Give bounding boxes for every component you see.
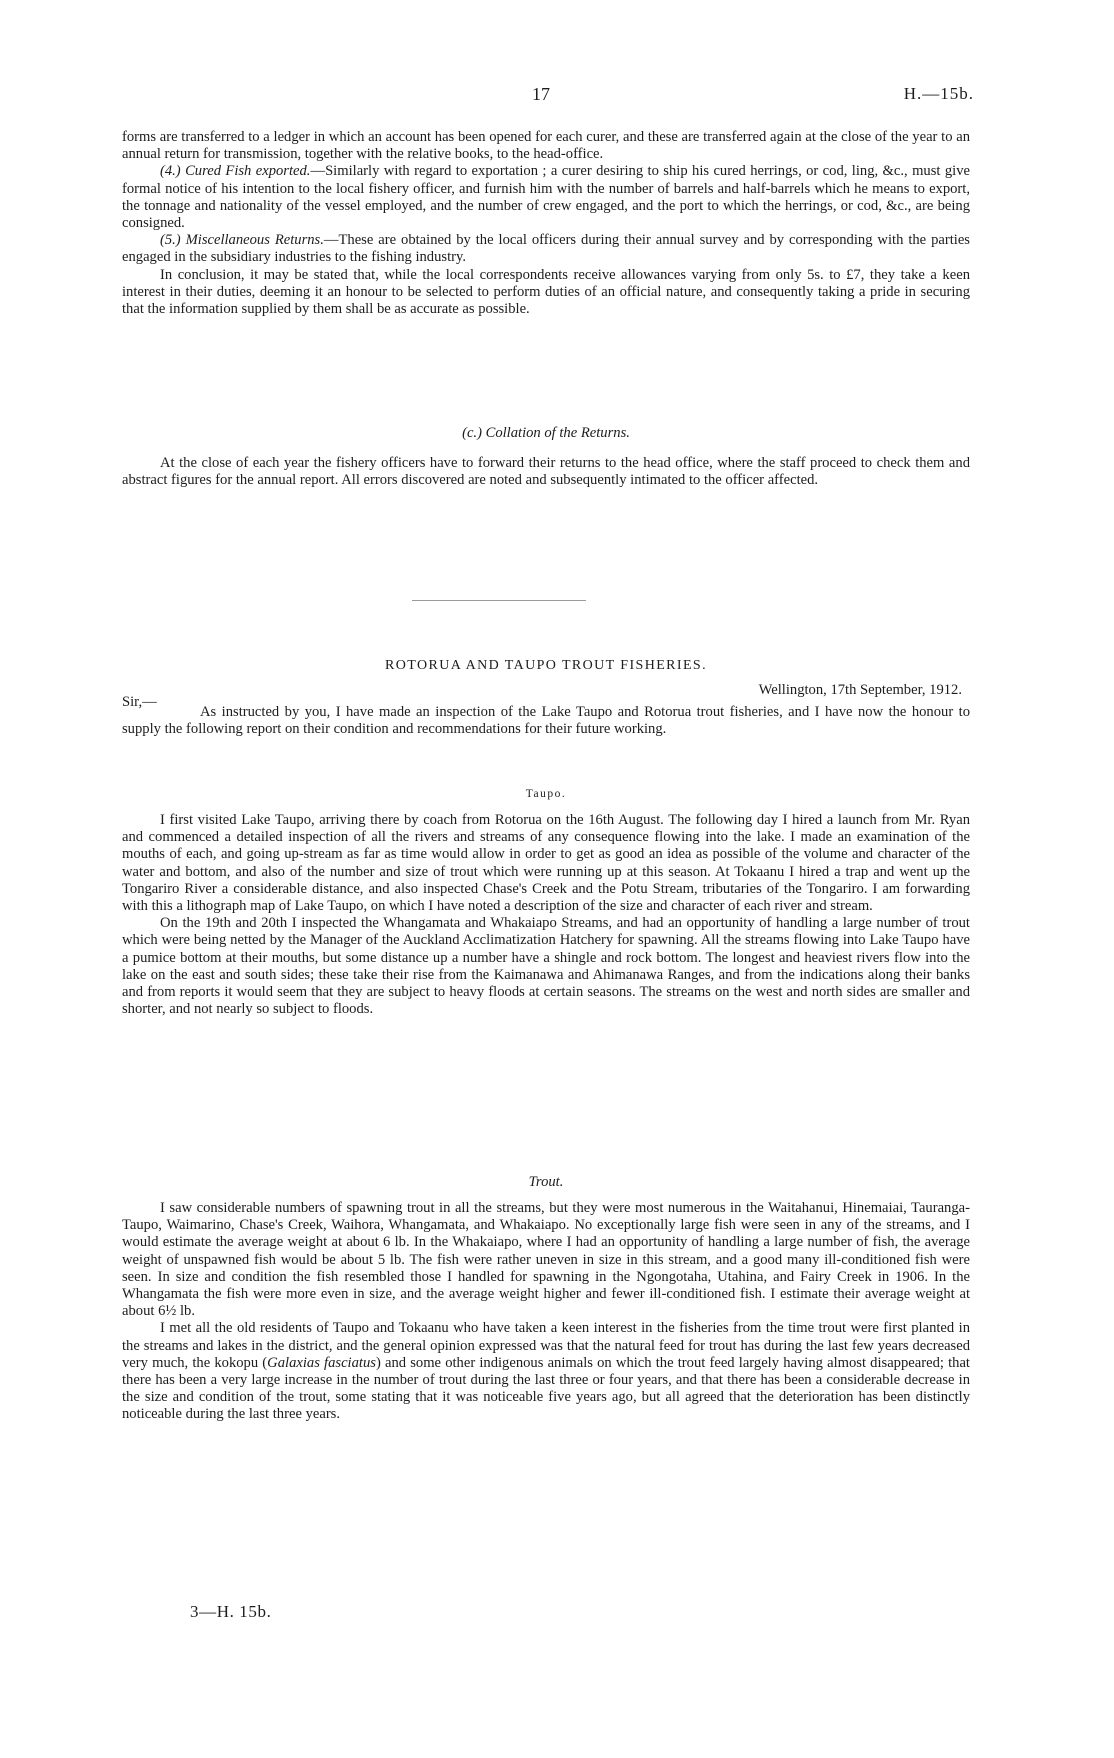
- paragraph-body: I met all the old residents of Taupo and Tokaanu who have taken a keen interest in the fisheries from the time trout were first planted in the streams and lakes in the district, and the general opinion expressed was that the natural feed for trout has during the last few years decreased very much, the kokopu (: [122, 1320, 970, 1371]
- report-title: ROTORUA AND TAUPO TROUT FISHERIES.: [385, 658, 707, 673]
- paragraph-cured-fish-exported: [122, 163, 970, 232]
- report-dateline: Wellington, 17th September, 1912.: [758, 682, 962, 698]
- paragraph-body: —These are obtained by the local officers during their annual survey and by corresponding with the parties engaged in the subsidiary industries to the fishing industry.: [122, 232, 970, 266]
- trout-heading: Trout.: [528, 1174, 564, 1190]
- collation-heading: (c.) Collation of the Returns.: [462, 425, 630, 441]
- species-name: Galaxias fasciatus: [267, 1354, 376, 1371]
- paragraph-label: (5.) Miscellaneous Returns.: [160, 232, 324, 249]
- paragraph-collation: At the close of each year the fishery officers have to forward their returns to the head office, where the staff proceed to check them and abstract figures for the annual report. All errors discovered are noted and subsequently intimated to the officer affected.: [122, 455, 970, 489]
- paragraph-intro: As instructed by you, I have made an inspection of the Lake Taupo and Rotorua trout fisheries, and I have now the honour to supply the following report on their condition and recommendations for their future working.: [122, 704, 970, 738]
- paragraph-body: ) and some other indigenous animals on which the trout feed largely having almost disappeared; that there has been a very large increase in the number of trout during the last three or four years, and that there has been a considerable decrease in the size and condition of the trout, some stating that it was noticeable five years ago, but all agreed that the deterioration has been distinctly noticeable during the last three years.: [122, 1354, 970, 1423]
- page-number: 17: [532, 84, 550, 104]
- paragraph-conclusion: In conclusion, it may be stated that, while the local correspondents receive allowances varying from only 5s. to £7, they take a keen interest in their duties, deeming it an honour to be selected to perform duties of an official nature, and consequently taking a pride in securing that the information supplied by them shall be as accurate as possible.: [122, 266, 970, 318]
- paragraph-label: (4.) Cured Fish exported.: [160, 163, 311, 180]
- section-divider: [412, 600, 586, 601]
- paragraph-trout-observations: I saw considerable numbers of spawning trout in all the streams, but they were most numerous in the Waitahanui, Hinemaiai, Tauranga-Taupo, Waimarino, Chase's Creek, Waihora, Whangamata, and Whakaiapo. No exceptionally large fish were seen in any of the streams, and I would estimate the average weight at about 6 lb. In the Whakaiapo, where I had an opportunity of handling a large number of fish, the average weight of unspawned fish would be about 5 lb. The fish were rather uneven in size in this stream, and a good many ill-conditioned fish were seen. In size and condition the fish resembled those I handled for spawning in the Ngongotaha, Utahina, and Fairy Creek in 1906. In the Whangamata the fish were more even in size, and the average weight higher and fewer ill-conditioned fish. I estimate their average weight at about 6½ lb.: [122, 1200, 970, 1320]
- taupo-heading: Taupo.: [525, 788, 567, 800]
- paragraph-miscellaneous-returns: [122, 232, 970, 266]
- paragraph-ledger: forms are transferred to a ledger in which an account has been opened for each curer, and these are transferred again at the close of the year to an annual return for transmission, together with the relative books, to the head-office.: [122, 129, 970, 163]
- paragraph-residents-opinion: [122, 1320, 970, 1423]
- report-intro-block: [122, 704, 970, 738]
- report-salutation: Sir,—: [122, 694, 157, 710]
- paragraph-taupo-visit: I first visited Lake Taupo, arriving there by coach from Rotorua on the 16th August. The following day I hired a launch from Mr. Ryan and commenced a detailed inspection of all the rivers and streams of any consequence flowing into the lake. I made an examination of the mouths of each, and going up-stream as far as time would allow in order to get as good an idea as possible of the volume and character of the water and bottom, and also of the number and size of trout which were running up at this season. At Tokaanu I hired a trap and went up the Tongariro River a considerable distance, and also inspected Chase's Creek and the Potu Stream, tributaries of the Tongariro. I am forwarding with this a lithograph map of Lake Taupo, on which I have noted a description of the size and character of each river and stream.: [122, 812, 970, 915]
- section-returns-text: [122, 129, 970, 318]
- taupo-text-block: [122, 812, 970, 1018]
- trout-text-block: [122, 1200, 970, 1424]
- signature-reference: 3—H. 15b.: [190, 1602, 272, 1621]
- collation-text-block: [122, 455, 970, 489]
- document-reference: H.—15b.: [903, 84, 974, 103]
- paragraph-taupo-streams: On the 19th and 20th I inspected the Whangamata and Whakaiapo Streams, and had an opportunity of handling a large number of trout which were being netted by the Manager of the Auckland Acclimatization Hatchery for spawning. All the streams flowing into Lake Taupo have a pumice bottom at their mouths, but some distance up a number have a shingle and rock bottom. The longest and heaviest rivers flow into the lake on the east and south sides; these take their rise from the Kaimanawa and Ahimanawa Ranges, and from the indications along their banks and from reports it would seem that they are subject to heavy floods at certain seasons. The streams on the west and north sides are smaller and shorter, and not nearly so subject to floods.: [122, 915, 970, 1018]
- paragraph-body: —Similarly with regard to exportation ; a curer desiring to ship his cured herrings, or cod, ling, &c., must give formal notice of his intention to the local fishery officer, and furnish him with the number of barrels and half-barrels which he means to export, the tonnage and nationality of the vessel employed, and the number of crew engaged, and the port to which the herrings, or cod, &c., are being consigned.: [122, 163, 970, 232]
- page-header: [0, 84, 1114, 108]
